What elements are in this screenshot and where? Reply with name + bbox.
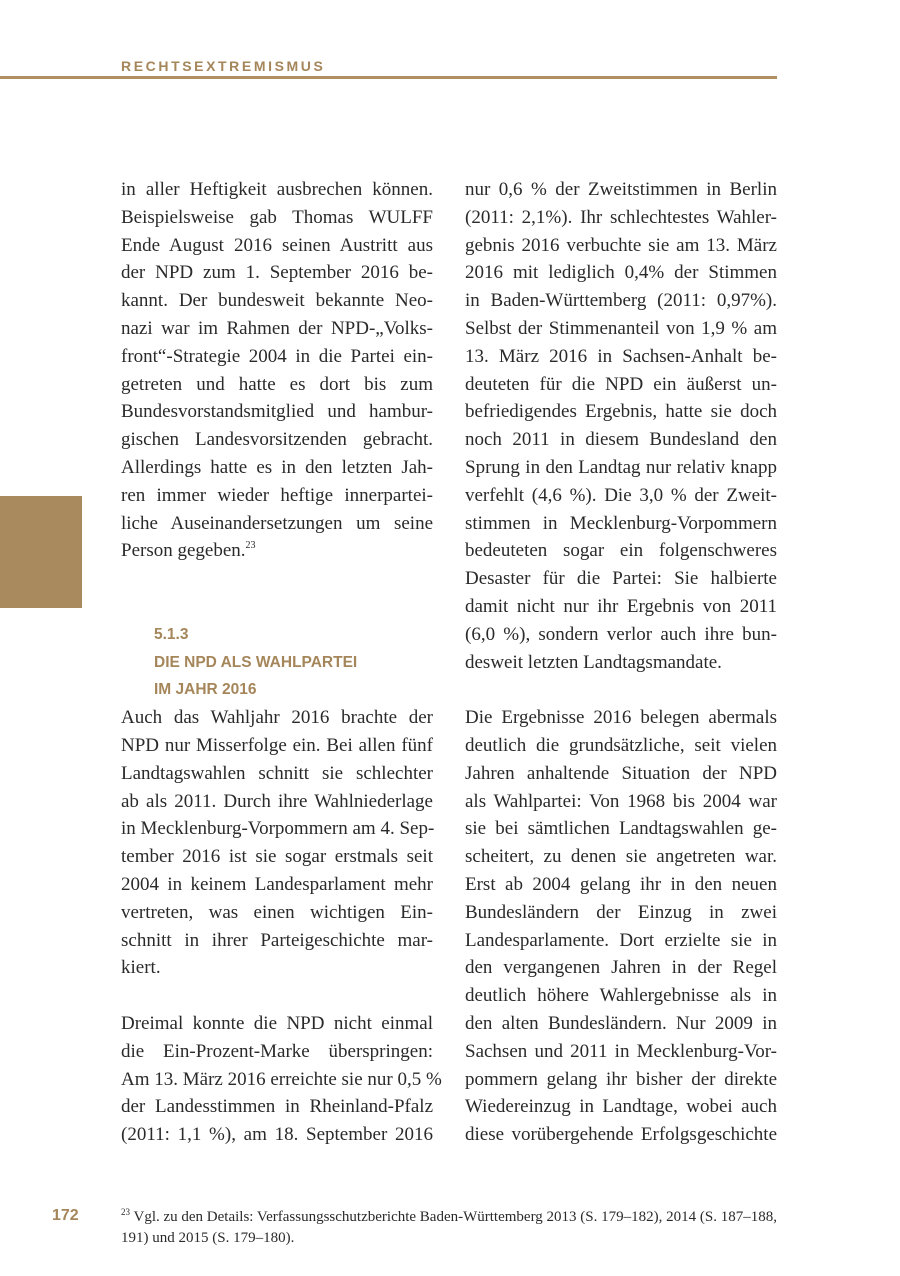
text-line-content: als Wahlpartei: Von 1968 bis 2004 war [465,790,777,812]
text-line-content: Wiedereinzug in Landtage, wobei auch [465,1096,777,1118]
text-line-content: kiert. [121,957,161,979]
text-line [465,621,777,649]
text-line [465,537,777,565]
text-line [121,510,433,538]
text-line-content: befriedigendes Ergebnis, hatte sie doch [465,401,777,423]
text-line [465,704,777,732]
text-line [121,454,433,482]
text-line [465,371,777,399]
text-line-content: nur 0,6 % der Zweitstimmen in Berlin [465,179,777,200]
text-line-content: 13. März 2016 in Sachsen-Anhalt be- [465,345,777,367]
text-line-content: Die Ergebnisse 2016 belegen abermals [465,707,777,729]
text-line-content: diese vorübergehende Erfolgsgeschichte [465,1124,777,1146]
text-line-content: in Baden-Württemberg (2011: 0,97%). [465,290,777,312]
right-column [465,176,777,1149]
text-line-content: front“-Strategie 2004 in die Partei ein- [121,345,433,367]
text-line [465,843,777,871]
text-line-content: in Mecklenburg-Vorpommern am 4. Sep- [121,818,435,840]
text-line [121,843,433,871]
text-line [121,176,433,204]
text-line [121,287,433,315]
text-line-content: bedeuteten sogar ein folgenschweres [465,540,777,562]
text-line-content: tember 2016 ist sie sogar erstmals seit [121,846,433,868]
paragraph [121,176,433,565]
text-line [121,1066,442,1094]
text-line-content: pommern gelang ihr bisher der direkte [465,1068,777,1090]
footnote-text: Vgl. zu den Details: Verfassungsschutzberichte Baden-Württemberg 2013 (S. 179–182), 2014 (S. 187–188, 191) und 2015 (S. 179–180). [121,1209,777,1246]
text-line [465,899,777,927]
text-line [121,259,433,287]
left-column [121,176,442,1149]
text-line-content: kannt. Der bundesweit bekannte Neo- [121,290,433,312]
text-line [465,315,777,343]
text-line [121,371,433,399]
text-line-content: gischen Landesvorsitzenden gebracht. [121,429,433,451]
text-line [465,259,777,287]
paragraph [465,704,777,1149]
section-title-line: DIE NPD ALS WAHLPARTEI [154,653,358,671]
text-line-content: 2016 mit lediglich 0,4% der Stimmen [465,262,777,284]
text-line [121,426,433,454]
text-line-content: (2011: 2,1%). Ihr schlechtestes Wahler- [465,206,777,228]
text-line [121,204,433,232]
text-line-content: liche Auseinandersetzungen um seine [121,512,433,534]
text-line [465,1066,777,1094]
text-line-content: vertreten, was einen wichtigen Ein- [121,901,433,923]
paragraph [121,1010,442,1149]
text-line [465,398,777,426]
text-line [121,398,433,426]
text-line [121,1010,433,1038]
text-line-content: ren immer wieder heftige innerpartei- [121,484,433,506]
text-line-content: desweit letzten Landtagsmandate. [465,651,722,673]
text-line-content: den alten Bundesländern. Nur 2009 in [465,1012,777,1034]
running-header: RECHTSEXTREMISMUS [121,58,326,74]
text-line [465,565,777,593]
text-line-content: in aller Heftigkeit ausbrechen können. [121,179,433,200]
section-title-line: IM JAHR 2016 [154,681,257,699]
text-line [121,482,433,510]
text-line [465,954,777,982]
paragraph [465,176,777,676]
text-line-content: NPD nur Misserfolge ein. Bei allen fünf [121,734,433,756]
text-line-content: Beispielsweise gab Thomas WULFF [121,206,433,228]
text-line [465,426,777,454]
text-line [121,1038,433,1066]
text-line [465,482,777,510]
text-line-content: Erst ab 2004 gelang ihr in den neuen [465,873,777,895]
text-line-content: Auch das Wahljahr 2016 brachte der [121,707,433,729]
text-line [121,732,433,760]
text-line [121,871,433,899]
text-line [465,1038,777,1066]
text-line-content: Allerdings hatte es in den letzten Jah- [121,456,433,478]
text-line [465,871,777,899]
text-line-content: scheitert, zu denen sie angetreten war. [465,846,777,868]
text-line [465,927,777,955]
text-line [121,1121,433,1149]
text-line [121,760,433,788]
text-line [465,1121,777,1149]
text-line-content: Ende August 2016 seinen Austritt aus [121,234,433,256]
text-line [121,343,433,371]
text-line [465,510,777,538]
text-line [121,954,433,982]
text-line-content: nazi war im Rahmen der NPD-„Volks- [121,317,433,339]
text-line [465,1093,777,1121]
footnote-reference[interactable]: 23 [245,540,256,552]
text-line-content: noch 2011 in diesem Bundesland den [465,429,777,451]
text-line-content: (6,0 %), sondern verlor auch ihre bun- [465,623,777,645]
text-line-content: schnitt in ihrer Parteigeschichte mar- [121,929,433,951]
text-line-content: den vergangenen Jahren in der Regel [465,957,777,979]
text-line-content: stimmen in Mecklenburg-Vorpommern [465,512,777,534]
text-line [121,537,433,565]
text-line-content: ab als 2011. Durch ihre Wahlniederlage [121,790,433,812]
text-line-content: der NPD zum 1. September 2016 be- [121,262,433,284]
text-line [465,1010,777,1038]
text-line-content: sie bei sämtlichen Landtagswahlen ge- [465,818,777,840]
text-line-content: deuteten für die NPD ein äußerst un- [465,373,777,395]
text-line [121,788,433,816]
text-line-content: getreten und hatte es dort bis zum [121,373,433,395]
text-line-content: Selbst der Stimmenanteil von 1,9 % am [465,317,777,339]
text-line [121,815,433,843]
text-line-content: Landtagswahlen schnitt sie schlechter [121,762,433,784]
text-line-content: Person gegeben. [121,540,246,562]
text-line-content: Bundesländern der Einzug in zwei [465,901,777,923]
chapter-tab-marker [0,496,82,608]
text-line [121,315,433,343]
text-line-content: Sachsen und 2011 in Mecklenburg-Vor- [465,1040,777,1062]
text-line [121,899,433,927]
text-line [465,815,777,843]
text-line-content: Landesparlamente. Dort erzielte sie in [465,929,777,951]
text-line-content: Bundesvorstandsmitglied und hambur- [121,401,433,423]
footnote-number: 23 [121,1207,130,1217]
text-line [465,760,777,788]
section-number: 5.1.3 [154,625,189,643]
text-line-content: Dreimal konnte die NPD nicht einmal [121,1012,433,1034]
text-line-content: Desaster für die Partei: Sie halbierte [465,568,777,590]
header-rule [0,76,777,79]
text-line [465,232,777,260]
text-line-content: verfehlt (4,6 %). Die 3,0 % der Zweit- [465,484,777,506]
text-line [121,1093,433,1121]
text-line [465,788,777,816]
text-line-content: 2004 in keinem Landesparlament mehr [121,873,433,895]
text-line-content: Am 13. März 2016 erreichte sie nur 0,5 % [121,1068,442,1090]
text-line-content: Jahren anhaltende Situation der NPD [465,762,777,784]
text-line-content: deutlich die grundsätzliche, seit vielen [465,734,777,756]
text-line [465,982,777,1010]
text-line [465,732,777,760]
text-line [465,593,777,621]
text-line [121,927,433,955]
text-line-content: deutlich höhere Wahlergebnisse als in [465,985,777,1007]
text-line [465,287,777,315]
text-line [465,454,777,482]
section-heading [121,621,433,704]
text-line-content: gebnis 2016 verbuchte sie am 13. März [465,234,777,256]
footnote [121,1207,781,1249]
text-line [121,704,433,732]
text-line [465,343,777,371]
text-line-content: der Landesstimmen in Rheinland-Pfalz [121,1096,433,1118]
text-line [121,232,433,260]
text-line [465,649,777,677]
text-line-content: die Ein-Prozent-Marke überspringen: [121,1040,433,1062]
text-line-content: Sprung in den Landtag nur relativ knapp [465,456,777,478]
text-line-content: damit nicht nur ihr Ergebnis von 2011 [465,595,777,617]
paragraph [121,704,433,982]
text-line [465,176,777,204]
text-line-content: (2011: 1,1 %), am 18. September 2016 [121,1124,433,1146]
text-line [465,204,777,232]
page-number: 172 [52,1207,79,1224]
